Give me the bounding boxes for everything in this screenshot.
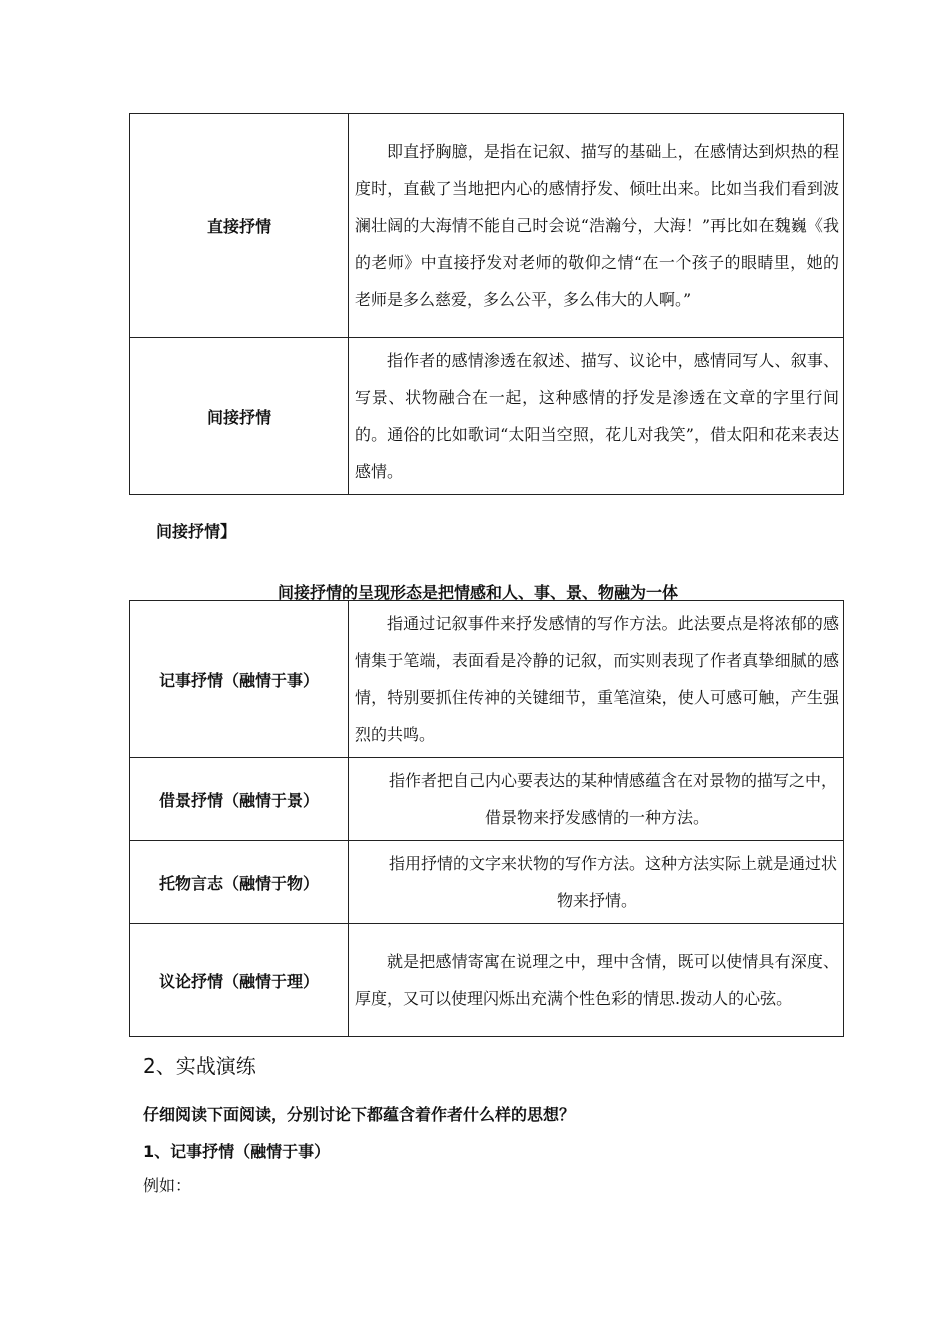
term-cell: 间接抒情 (130, 338, 349, 495)
section-label: 间接抒情】 (156, 522, 237, 541)
term-cell: 直接抒情 (130, 114, 349, 338)
section-title: 2、实战演练 (143, 1054, 256, 1078)
subsection-title: 1、记事抒情（融情于事） (143, 1142, 331, 1161)
description-text: 即直抒胸臆，是指在记叙、描写的基础上，在感情达到炽热的程度时，直截了当地把内心的感情抒发、倾吐出来。比如当我们看到波澜壮阔的大海情不能自己时会说“浩瀚兮，大海！”再比如在魏巍《我的老师》中直接抒发对老师的敬仰之情“在一个孩子的眼睛里，她的老师是多么慈爱，多么公平，多么伟大的人啊。” (355, 142, 839, 309)
table-row (130, 758, 844, 841)
description-cell (349, 601, 844, 758)
table-row (130, 601, 844, 758)
description-cell (349, 338, 844, 495)
term-cell: 托物言志（融情于物） (130, 841, 349, 924)
table-row (130, 114, 844, 338)
table-row (130, 924, 844, 1037)
instruction-text: 仔细阅读下面阅读，分别讨论下都蕴含着作者什么样的思想？ (143, 1105, 576, 1124)
description-text: 指作者的感情渗透在叙述、描写、议论中，感情同写人、叙事、写景、状物融合在一起，这种感情的抒发是渗透在文章的字里行间的。通俗的比如歌词“太阳当空照，花儿对我笑”，借太阳和花来表达感情。 (355, 351, 839, 481)
indirect-lyric-forms-table (129, 600, 844, 1037)
table-caption: 间接抒情的呈现形态是把情感和人、事、景、物融为一体 (278, 583, 679, 602)
description-cell (349, 114, 844, 338)
description-text: 就是把感情寄寓在说理之中，理中含情，既可以使情具有深度、厚度，又可以使理闪烁出充满个性色彩的情思.拨动人的心弦。 (355, 952, 839, 1008)
description-cell (349, 924, 844, 1037)
description-cell (349, 841, 844, 924)
lyric-types-table (129, 113, 844, 495)
example-label: 例如： (143, 1176, 192, 1195)
description-text: 指作者把自己内心要表达的某种情感蕴含在对景物的描写之中，借景物来抒发感情的一种方法。 (388, 771, 837, 827)
description-text: 指通过记叙事件来抒发感情的写作方法。此法要点是将浓郁的感情集于笔端，表面看是冷静的记叙，而实则表现了作者真挚细腻的感情，特别要抓住传神的关键细节，重笔渲染，使人可感可触，产生强烈的共鸣。 (355, 614, 839, 744)
description-text: 指用抒情的文字来状物的写作方法。这种方法实际上就是通过状物来抒情。 (388, 854, 837, 910)
term-cell: 议论抒情（融情于理） (130, 924, 349, 1037)
description-cell (349, 758, 844, 841)
table-row (130, 841, 844, 924)
table-row (130, 338, 844, 495)
term-cell: 借景抒情（融情于景） (130, 758, 349, 841)
term-cell: 记事抒情（融情于事） (130, 601, 349, 758)
